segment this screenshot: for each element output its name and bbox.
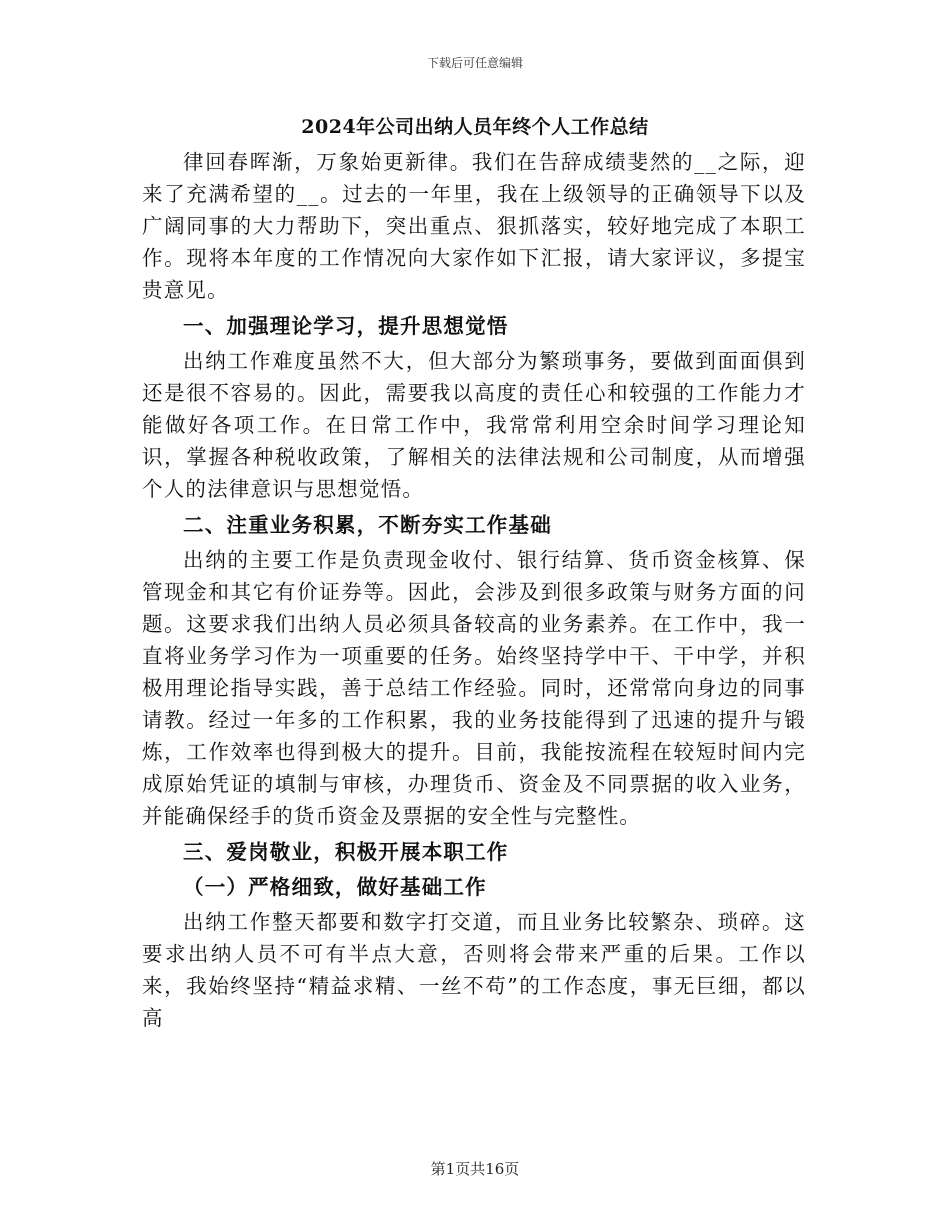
section-2-paragraph: 出纳的主要工作是负责现金收付、银行结算、货币资金核算、保管现金和其它有价证券等。因此，会涉及到很多政策与财务方面的问题。这要求我们出纳人员必须具备较高的业务素养。在工作中，我一直将业务学习作为一项重要的任务。始终坚持学中干、干中学，并积极用理论指导实践，善于总结工作经验。同时，还常常向身边的同事请教。经过一年多的工作积累，我的业务技能得到了迅速的提升与锻炼，工作效率也得到极大的提升。目前，我能按流程在较短时间内完成原始凭证的填制与审核，办理货币、资金及不同票据的收入业务，并能确保经手的货币资金及票据的安全性与完整性。 bbox=[142, 548, 806, 828]
page-footer: 第1页共16页 bbox=[430, 1160, 520, 1178]
document-body bbox=[142, 146, 806, 1034]
section-1-heading: 一、加强理论学习，提升思想觉悟 bbox=[183, 314, 509, 338]
document-title: 2024年公司出纳人员年终个人工作总结 bbox=[301, 116, 649, 138]
section-1-paragraph: 出纳工作难度虽然不大，但大部分为繁琐事务，要做到面面俱到还是很不容易的。因此，需要我以高度的责任心和较强的工作能力才能做好各项工作。在日常工作中，我常常利用空余时间学习理论知识，掌握各种税收政策，了解相关的法律法规和公司制度，从而增强个人的法律意识与思想觉悟。 bbox=[142, 349, 806, 501]
section-2-heading: 二、注重业务积累，不断夯实工作基础 bbox=[183, 513, 552, 537]
section-3-sub-1-paragraph: 出纳工作整天都要和数字打交道，而且业务比较繁杂、琐碎。这要求出纳人员不可有半点大意，否则将会带来严重的后果。工作以来，我始终坚持“精益求精、一丝不苟”的工作态度，事无巨细，都以高 bbox=[142, 910, 806, 1030]
section-3-heading: 三、爱岗敬业，积极开展本职工作 bbox=[183, 840, 509, 864]
section-3-subheading-1: （一）严格细致，做好基础工作 bbox=[183, 875, 487, 899]
header-note: 下载后可任意编辑 bbox=[426, 56, 523, 70]
intro-paragraph: 律回春晖渐，万象始更新律。我们在告辞成绩斐然的__之际，迎来了充满希望的__。过去的一年里，我在上级领导的正确领导下以及广阔同事的大力帮助下，突出重点、狠抓落实，较好地完成了本职工作。现将本年度的工作情况向大家作如下汇报，请大家评议，多提宝贵意见。 bbox=[142, 150, 806, 302]
